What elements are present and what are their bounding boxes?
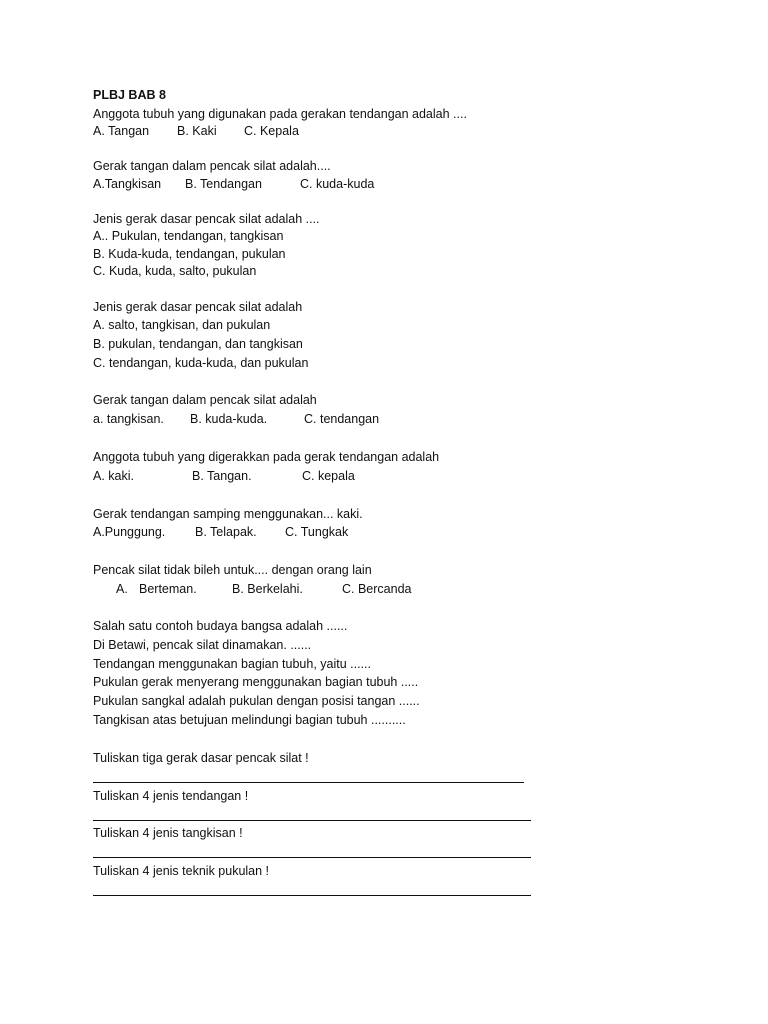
option-b: B. Tangan. — [192, 469, 252, 483]
answer-line-2[interactable] — [93, 820, 531, 821]
option-b: B. Telapak. — [195, 525, 257, 539]
option-c: C. tendangan — [304, 412, 380, 426]
question-7-options — [93, 525, 348, 540]
option-c: C. Kepala — [244, 124, 299, 138]
essay-item-4: Tuliskan 4 jenis teknik pukulan ! — [93, 864, 270, 878]
question-5-options — [93, 412, 379, 427]
question-8: Pencak silat tidak bileh untuk.... dengan orang lain — [93, 563, 372, 577]
question-3: Jenis gerak dasar pencak silat adalah .... — [93, 212, 320, 226]
fill-item-2: Di Betawi, pencak silat dinamakan. ...... — [93, 638, 312, 652]
option-a: A.Tangkisan — [93, 177, 162, 191]
question-6-options — [93, 469, 355, 484]
question-2: Gerak tangan dalam pencak silat adalah.... — [93, 159, 331, 173]
option-c: C. kuda-kuda — [300, 177, 375, 191]
option-a: A.Punggung. — [93, 525, 166, 539]
option-b: B. kuda-kuda. — [190, 412, 268, 426]
option-a: a. tangkisan. — [93, 412, 164, 426]
option-c: C. Tungkak — [285, 525, 349, 539]
question-1: Anggota tubuh yang digunakan pada gerakan tendangan adalah .... — [93, 107, 467, 121]
question-3-option-b: B. Kuda-kuda, tendangan, pukulan — [93, 247, 286, 261]
answer-line-1[interactable] — [93, 782, 524, 783]
fill-item-3: Tendangan menggunakan bagian tubuh, yaitu ...... — [93, 657, 371, 671]
question-5: Gerak tangan dalam pencak silat adalah — [93, 393, 317, 407]
question-4-option-a: A. salto, tangkisan, dan pukulan — [93, 318, 271, 332]
option-c: C. kepala — [302, 469, 355, 483]
question-3-option-a: A.. Pukulan, tendangan, tangkisan — [93, 229, 284, 243]
option-b: B. Berkelahi. — [232, 582, 303, 596]
answer-line-4[interactable] — [93, 895, 531, 896]
fill-item-1: Salah satu contoh budaya bangsa adalah ...... — [93, 619, 348, 633]
option-a: Berteman. — [139, 582, 197, 596]
fill-item-6: Tangkisan atas betujuan melindungi bagian tubuh .......... — [93, 713, 406, 727]
question-4-option-b: B. pukulan, tendangan, dan tangkisan — [93, 337, 303, 351]
fill-item-4: Pukulan gerak menyerang menggunakan bagian tubuh ..... — [93, 675, 419, 689]
essay-item-1: Tuliskan tiga gerak dasar pencak silat ! — [93, 751, 309, 765]
question-4-option-c: C. tendangan, kuda-kuda, dan pukulan — [93, 356, 309, 370]
question-4: Jenis gerak dasar pencak silat adalah — [93, 300, 303, 314]
question-3-option-c: C. Kuda, kuda, salto, pukulan — [93, 264, 257, 278]
question-7: Gerak tendangan samping menggunakan... kaki. — [93, 507, 363, 521]
answer-line-3[interactable] — [93, 857, 531, 858]
question-6: Anggota tubuh yang digerakkan pada gerak tendangan adalah — [93, 450, 440, 464]
option-b: B. Kaki — [177, 124, 217, 138]
question-8-options — [116, 582, 411, 597]
option-b: B. Tendangan — [185, 177, 262, 191]
option-a: A. kaki. — [93, 469, 134, 483]
option-c: C. Bercanda — [342, 582, 412, 596]
fill-item-5: Pukulan sangkal adalah pukulan dengan posisi tangan ...... — [93, 694, 420, 708]
essay-item-2: Tuliskan 4 jenis tendangan ! — [93, 789, 249, 803]
option-a-marker: A. — [116, 582, 128, 596]
essay-item-3: Tuliskan 4 jenis tangkisan ! — [93, 826, 243, 840]
option-a: A. Tangan — [93, 124, 150, 138]
question-2-options — [93, 177, 374, 192]
question-1-options — [93, 124, 299, 139]
page-title: PLBJ BAB 8 — [93, 88, 166, 102]
